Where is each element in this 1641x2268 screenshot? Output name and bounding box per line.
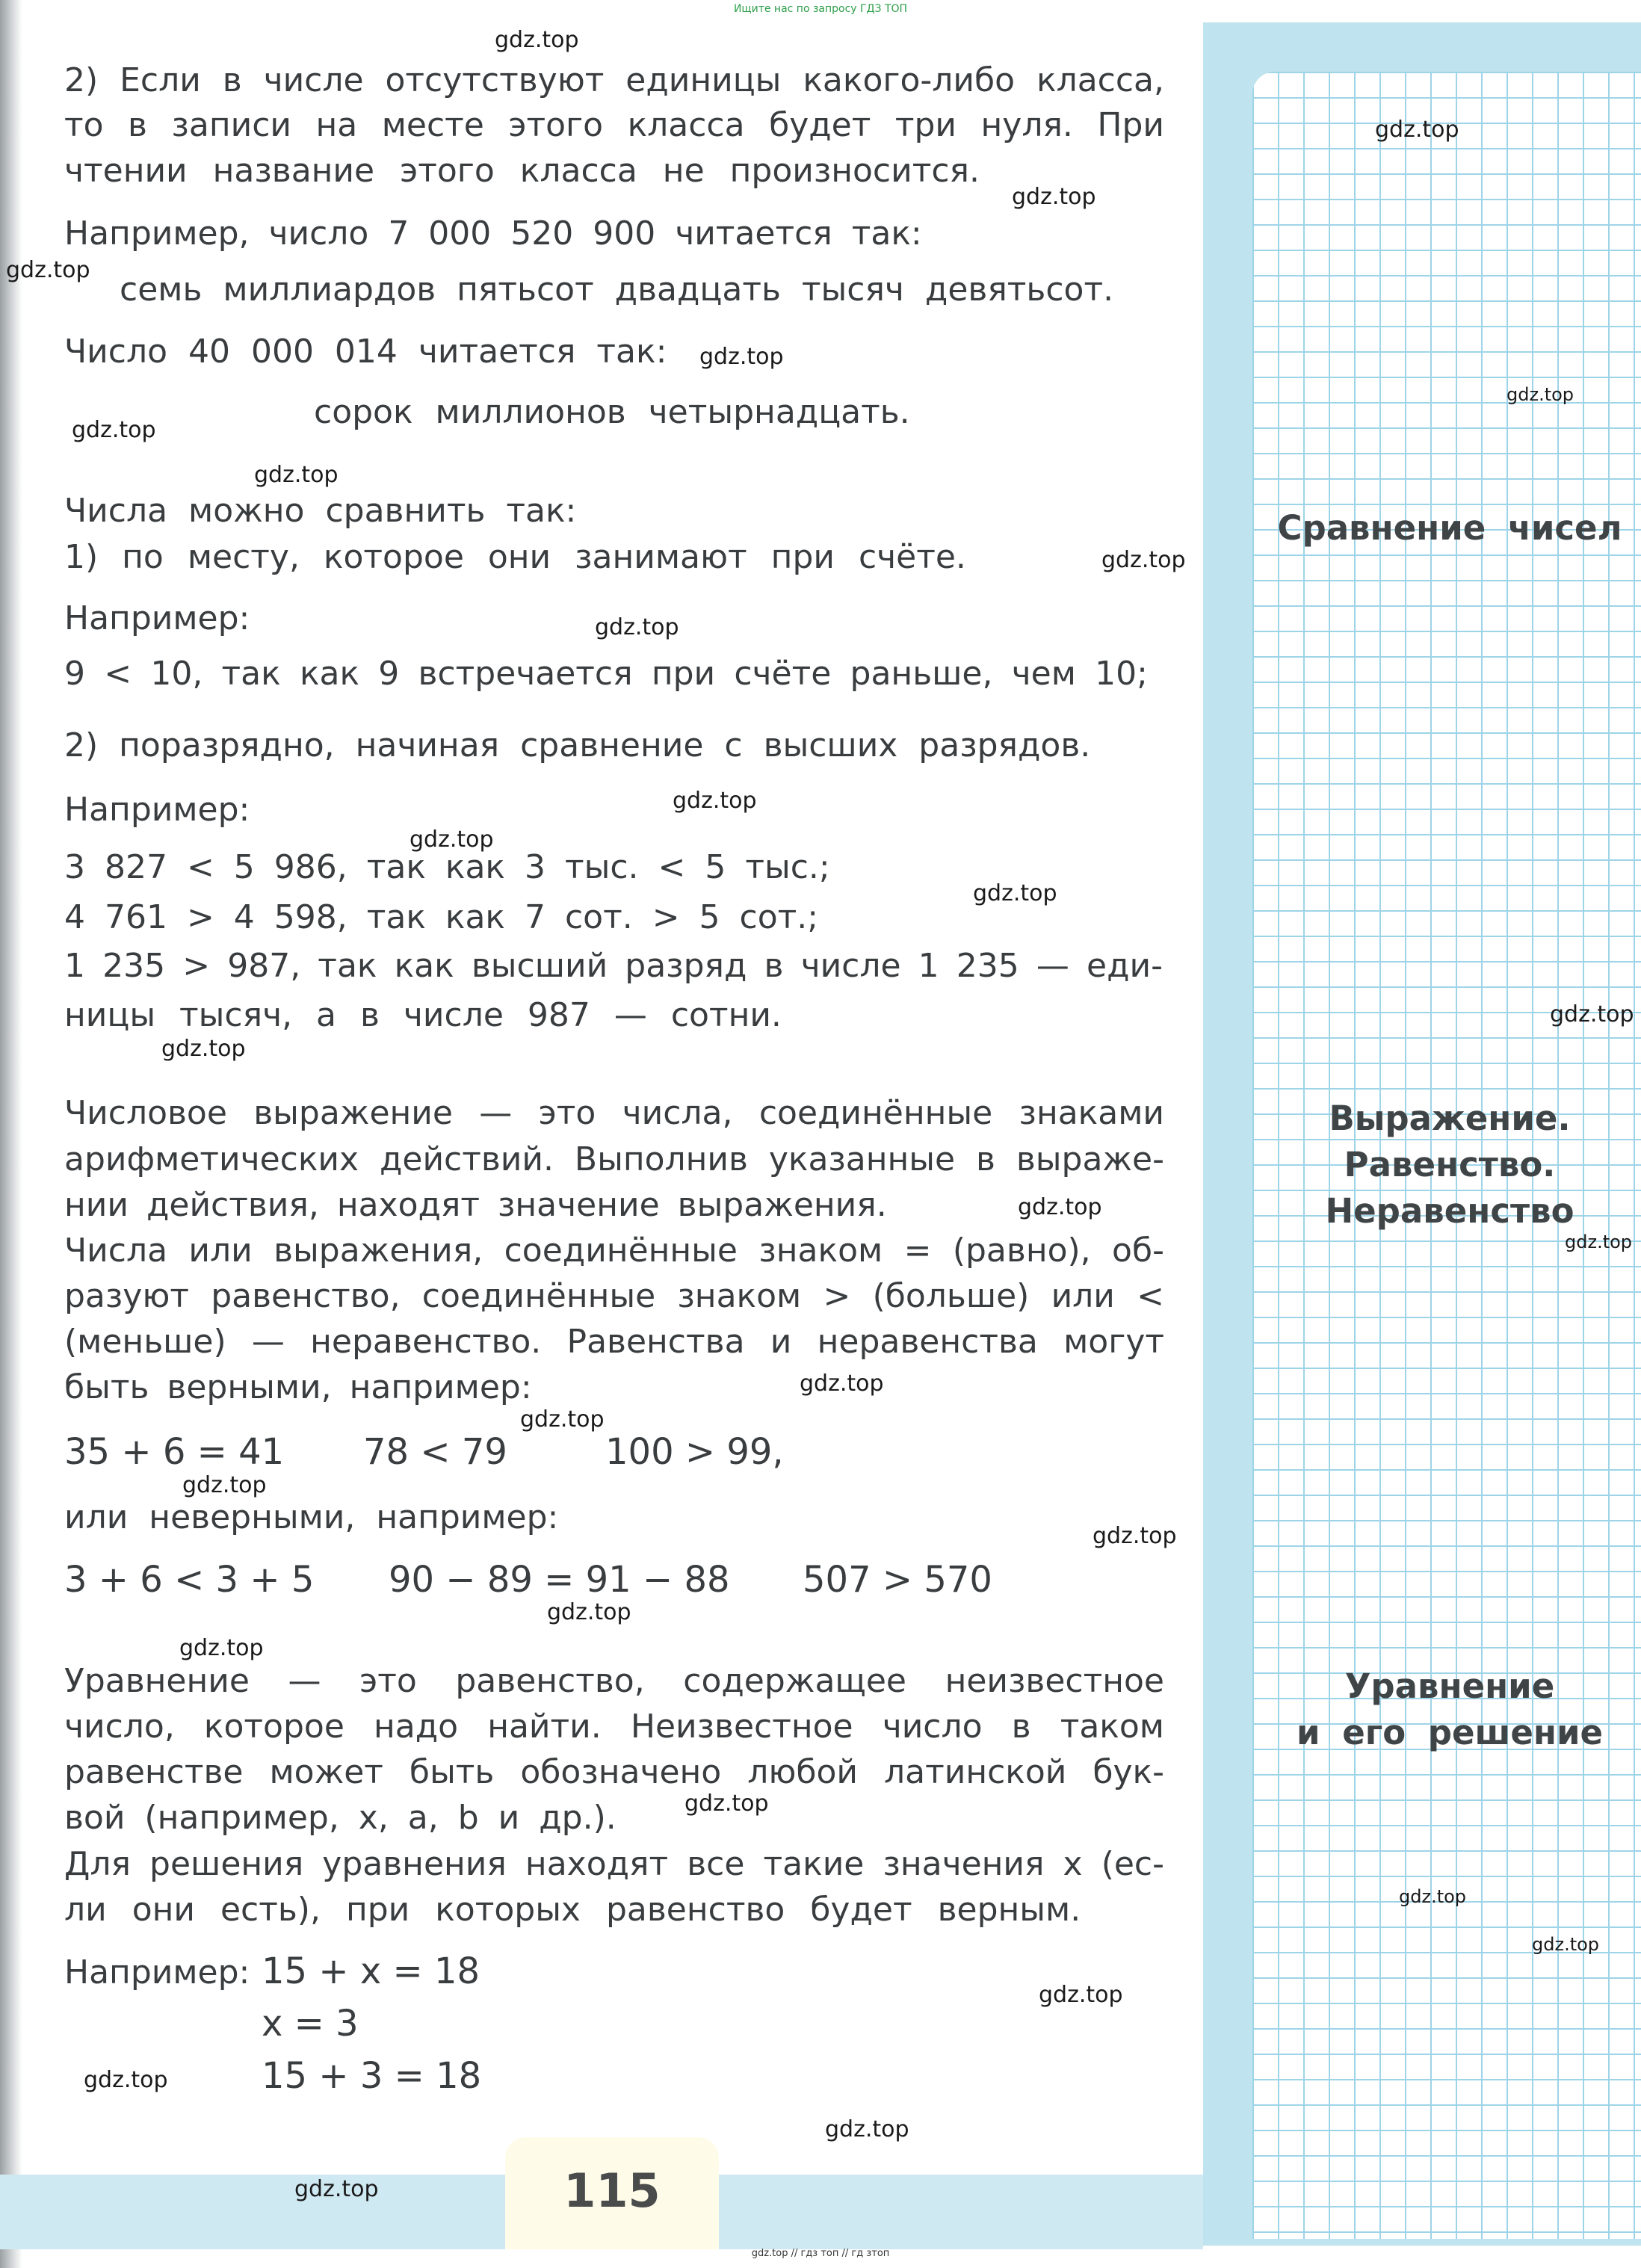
- watermark: gdz.top: [800, 1371, 884, 1397]
- watermark: gdz.top: [547, 1599, 631, 1625]
- footer-watermark: gdz.top // гдз топ // гд зтоп: [751, 2248, 890, 2259]
- watermark: gdz.top: [1375, 117, 1459, 143]
- formula: 78 < 79: [363, 1431, 507, 1473]
- watermark: gdz.top: [72, 417, 156, 443]
- formula: x = 3: [262, 2003, 359, 2045]
- page-edge: [0, 0, 22, 2268]
- formula: 15 + x = 18: [262, 1950, 480, 1992]
- text-line: 4 761 > 4 598, так как 7 сот. > 5 сот.;: [64, 898, 819, 936]
- text-line: арифметических действий. Выполнив указанные в выраже-: [64, 1140, 1164, 1178]
- watermark: gdz.top: [699, 344, 784, 370]
- sidebar-heading: и его решение: [1297, 1713, 1603, 1752]
- text-line: нии действия, находят значение выражения.: [64, 1186, 887, 1224]
- watermark: gdz.top: [161, 1036, 246, 1062]
- text-line: 9 < 10, так как 9 встречается при счёте раньше, чем 10;: [64, 655, 1148, 693]
- text-line: ли они есть), при которых равенство будет верным.: [64, 1891, 1081, 1929]
- watermark: gdz.top: [84, 2067, 168, 2093]
- text-line: 3 827 < 5 986, так как 3 тыс. < 5 тыс.;: [64, 848, 830, 886]
- text-line: Числа можно сравнить так:: [64, 492, 577, 530]
- sidebar-heading: Уравнение: [1344, 1666, 1555, 1706]
- text-line: (меньше) — неравенство. Равенства и неравенства могут: [64, 1323, 1164, 1361]
- text-line: Число 40 000 014 читается так:: [64, 333, 667, 371]
- text-line: Например:: [64, 599, 250, 637]
- watermark: gdz.top: [825, 2116, 909, 2142]
- watermark: gdz.top: [1532, 1934, 1600, 1955]
- text-line: Например:: [64, 791, 250, 829]
- watermark: gdz.top: [1565, 1232, 1633, 1252]
- text-line: Числовое выражение — это числа, соединённые знаками: [64, 1094, 1164, 1132]
- watermark: gdz.top: [294, 2176, 379, 2202]
- sidebar-heading: Сравнение чисел: [1277, 508, 1622, 548]
- formula: 35 + 6 = 41: [64, 1431, 285, 1473]
- text-line: равенстве может быть обозначено любой латинской бук-: [64, 1753, 1164, 1791]
- watermark: gdz.top: [1018, 1194, 1102, 1220]
- formula: 507 > 570: [803, 1559, 992, 1601]
- watermark: gdz.top: [1399, 1886, 1467, 1907]
- text-line: Например, число 7 000 520 900 читается так:: [64, 214, 922, 253]
- watermark: gdz.top: [1506, 384, 1574, 405]
- formula: 15 + 3 = 18: [262, 2055, 482, 2097]
- text-line: число, которое надо найти. Неизвестное число в таком: [64, 1708, 1164, 1746]
- watermark: gdz.top: [6, 257, 90, 283]
- watermark: gdz.top: [673, 788, 757, 814]
- formula: 90 − 89 = 91 − 88: [389, 1559, 730, 1601]
- watermark: gdz.top: [1101, 547, 1186, 573]
- watermark: gdz.top: [595, 614, 679, 640]
- text-line: семь миллиардов пятьсот двадцать тысяч девятьсот.: [120, 271, 1114, 309]
- watermark: gdz.top: [973, 880, 1057, 906]
- sidebar-heading: Неравенство: [1325, 1191, 1574, 1231]
- watermark: gdz.top: [520, 1406, 605, 1433]
- text-line: Для решения уравнения находят все такие значения x (ес-: [64, 1845, 1164, 1883]
- text-line: Числа или выражения, соединённые знаком = (равно), об-: [64, 1232, 1164, 1270]
- watermark: gdz.top: [1039, 1982, 1123, 2008]
- watermark: gdz.top: [684, 1790, 769, 1817]
- watermark: gdz.top: [254, 462, 339, 488]
- text-line: или неверными, например:: [64, 1498, 559, 1536]
- text-line: то в записи на месте этого класса будет три нуля. При: [64, 106, 1164, 144]
- text-line: вой (например, x, a, b и др.).: [64, 1799, 616, 1837]
- page-number: 115: [563, 2163, 661, 2218]
- watermark: gdz.top: [495, 27, 579, 53]
- text-line: разуют равенство, соединённые знаком > (больше) или <: [64, 1277, 1164, 1315]
- watermark: gdz.top: [1550, 1001, 1634, 1028]
- text-line: 1 235 > 987, так как высший разряд в числе 1 235 — еди-: [64, 947, 1163, 985]
- sidebar-heading: Равенство.: [1344, 1145, 1556, 1184]
- header-watermark: Ищите нас по запросу ГДЗ ТОП: [733, 3, 908, 15]
- text-line: 2) поразрядно, начиная сравнение с высших разрядов.: [64, 726, 1091, 764]
- watermark: gdz.top: [410, 826, 494, 853]
- text-line: чтении название этого класса не произносится.: [64, 152, 980, 190]
- text-line: сорок миллионов четырнадцать.: [314, 393, 910, 431]
- watermark: gdz.top: [179, 1635, 264, 1661]
- text-line: ницы тысяч, а в числе 987 — сотни.: [64, 996, 782, 1034]
- text-line: Уравнение — это равенство, содержащее неизвестное: [64, 1662, 1164, 1700]
- watermark: gdz.top: [1012, 184, 1096, 210]
- text-line: быть верными, например:: [64, 1368, 532, 1406]
- sidebar-heading: Выражение.: [1329, 1099, 1571, 1138]
- formula: 100 > 99,: [605, 1431, 784, 1473]
- text-line: 2) Если в числе отсутствуют единицы какого-либо класса,: [64, 61, 1164, 99]
- text-line: 1) по месту, которое они занимают при счёте.: [64, 538, 966, 576]
- formula: 3 + 6 < 3 + 5: [64, 1559, 315, 1601]
- text-line: Например:: [64, 1953, 250, 1992]
- watermark: gdz.top: [182, 1472, 267, 1498]
- watermark: gdz.top: [1093, 1523, 1177, 1549]
